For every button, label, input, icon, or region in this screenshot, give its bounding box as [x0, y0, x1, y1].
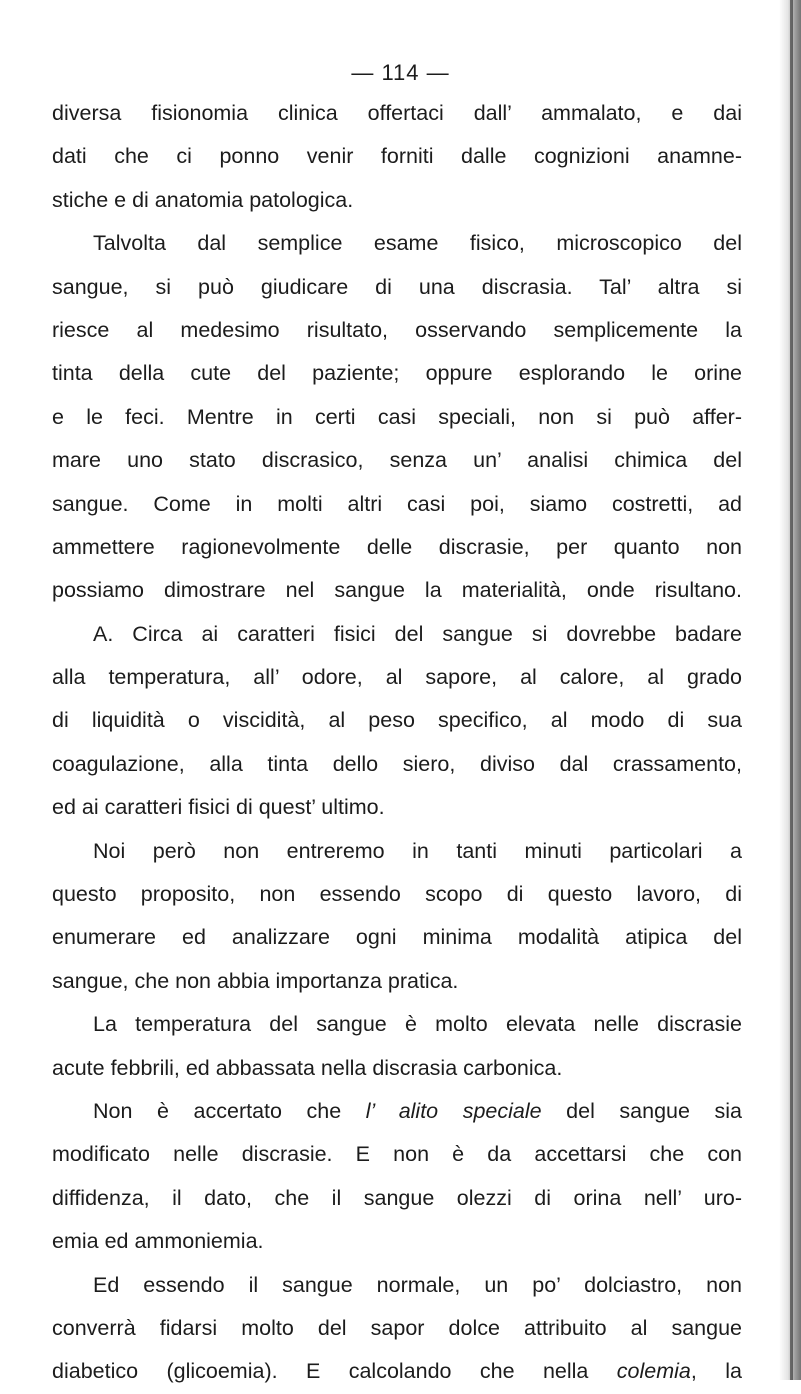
text-line: La temperatura del sangue è molto elevata nelle discrasie	[93, 1012, 742, 1037]
text-line: diabetico (glicoemia). E calcolando che nella colemia, la	[52, 1359, 742, 1384]
text-line: emia ed ammoniemia.	[52, 1229, 264, 1254]
text-line: e le feci. Mentre in certi casi speciali, non si può affer-	[52, 404, 742, 429]
text-line: acute febbrili, ed abbassata nella discrasia carbonica.	[52, 1055, 563, 1080]
text-line: A. Circa ai caratteri fisici del sangue si dovrebbe badare	[93, 621, 742, 646]
text-line: sangue. Come in molti altri casi poi, siamo costretti, ad	[52, 491, 742, 516]
body-text	[52, 92, 742, 1394]
text-line: tinta della cute del paziente; oppure esplorando le orine	[52, 361, 742, 386]
text-line: Noi però non entreremo in tanti minuti particolari a	[93, 838, 742, 863]
text-line: diffidenza, il dato, che il sangue olezzi di orina nell’ uro-	[52, 1185, 742, 1210]
text-line: possiamo dimostrare nel sangue la materialità, onde risultano.	[52, 578, 742, 603]
text-line: sangue, si può giudicare di una discrasia. Tal’ altra si	[52, 274, 742, 299]
text-line: alla temperatura, all’ odore, al sapore, al calore, al grado	[52, 665, 742, 690]
text-line: Ed essendo il sangue normale, un po’ dolciastro, non	[93, 1272, 742, 1297]
text-line: di liquidità o viscidità, al peso specifico, al modo di sua	[52, 708, 742, 733]
text-line: modificato nelle discrasie. E non è da accettarsi che con	[52, 1142, 742, 1167]
text-line: riesce al medesimo risultato, osservando semplicemente la	[52, 317, 742, 342]
italic-term: colemia	[616, 1359, 691, 1384]
italic-term: l’ alito speciale	[365, 1098, 542, 1123]
text-line: stiche e di anatomia patologica.	[52, 187, 354, 212]
text-line: ammettere ragionevolmente delle discrasie, per quanto non	[52, 534, 742, 559]
text-line: diversa fisionomia clinica offertaci dall’ ammalato, e dai	[52, 101, 742, 125]
text-line: questo proposito, non essendo scopo di questo lavoro, di	[52, 882, 742, 907]
text-line: dati che ci ponno venir forniti dalle cognizioni anamne-	[52, 144, 742, 169]
text-line: mare uno stato discrasico, senza un’ analisi chimica del	[52, 448, 742, 473]
text-line: Non è accertato che l’ alito speciale del sangue sia	[93, 1098, 742, 1123]
text-line: ed ai caratteri fisici di quest’ ultimo.	[52, 795, 385, 820]
text-line: Talvolta dal semplice esame fisico, microscopico del	[93, 231, 742, 256]
page-number: — 114 —	[351, 60, 450, 85]
text-line: converrà fidarsi molto del sapor dolce attribuito al sangue	[52, 1315, 742, 1340]
text-line: sangue, che non abbia importanza pratica.	[52, 968, 459, 993]
text-line: coagulazione, alla tinta dello siero, diviso dal crassamento,	[52, 751, 742, 776]
text-line: enumerare ed analizzare ogni minima modalità atipica del	[52, 925, 742, 950]
page-edge-line	[790, 0, 793, 1380]
